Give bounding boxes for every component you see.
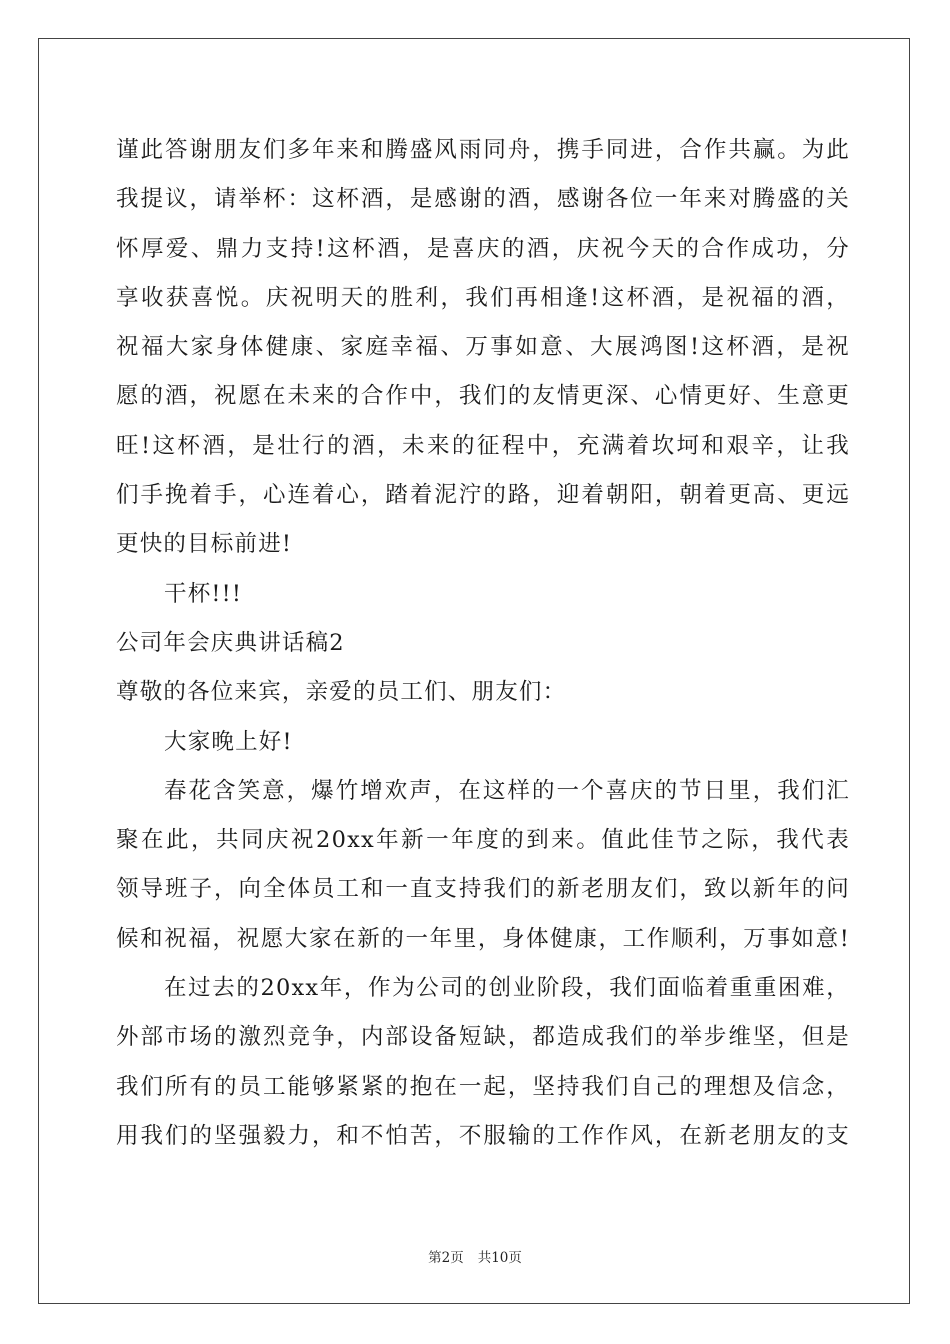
paragraph-line: 我们所有的员工能够紧紧的抱在一起，坚持我们自己的理想及信念， [116, 1073, 850, 1100]
paragraph-line: 用我们的坚强毅力，和不怕苦，不服输的工作作风，在新老朋友的支 [116, 1122, 850, 1149]
paragraph-line: 享收获喜悦。庆祝明天的胜利，我们再相逢!这杯酒，是祝福的酒， [116, 284, 850, 311]
paragraph-line: 怀厚爱、鼎力支持!这杯酒，是喜庆的酒，庆祝今天的合作成功，分 [116, 235, 850, 262]
page-footer [0, 1246, 950, 1266]
paragraph-line: 聚在此，共同庆祝20xx年新一年度的到来。值此佳节之际，我代表 [116, 827, 850, 854]
paragraph-line: 我提议，请举杯：这杯酒，是感谢的酒，感谢各位一年来对腾盛的关 [116, 186, 850, 213]
greeting-line: 大家晚上好! [164, 728, 293, 755]
paragraph-line: 更快的目标前进! [116, 531, 293, 558]
paragraph-line: 春花含笑意，爆竹增欢声，在这样的一个喜庆的节日里，我们汇 [164, 777, 850, 804]
toast-line: 干杯!!! [164, 580, 243, 607]
paragraph-line: 们手挽着手，心连着心，踏着泥泞的路，迎着朝阳，朝着更高、更远 [116, 482, 850, 509]
paragraph-line: 在过去的20xx年，作为公司的创业阶段，我们面临着重重困难， [164, 975, 850, 1002]
paragraph-line: 祝福大家身体健康、家庭幸福、万事如意、大展鸿图!这杯酒，是祝 [116, 334, 850, 361]
document-body [116, 128, 850, 1163]
paragraph-line: 愿的酒，祝愿在未来的合作中，我们的友情更深、心情更好、生意更 [116, 383, 850, 410]
paragraph-line: 旺!这杯酒，是壮行的酒，未来的征程中，充满着坎坷和艰辛，让我 [116, 432, 850, 459]
paragraph-line: 候和祝福，祝愿大家在新的一年里，身体健康，工作顺利，万事如意! [116, 925, 850, 952]
salutation-line: 尊敬的各位来宾，亲爱的员工们、朋友们： [116, 679, 567, 706]
page-total: 共10页 [477, 1250, 522, 1266]
section-heading: 公司年会庆典讲话稿2 [116, 629, 345, 656]
paragraph-line: 外部市场的激烈竞争，内部设备短缺，都造成我们的举步维坚，但是 [116, 1024, 850, 1051]
page-number: 第2页 [428, 1250, 464, 1266]
paragraph-line: 谨此答谢朋友们多年来和腾盛风雨同舟，携手同进，合作共赢。为此 [116, 137, 850, 163]
paragraph-line: 领导班子，向全体员工和一直支持我们的新老朋友们，致以新年的问 [116, 876, 850, 903]
